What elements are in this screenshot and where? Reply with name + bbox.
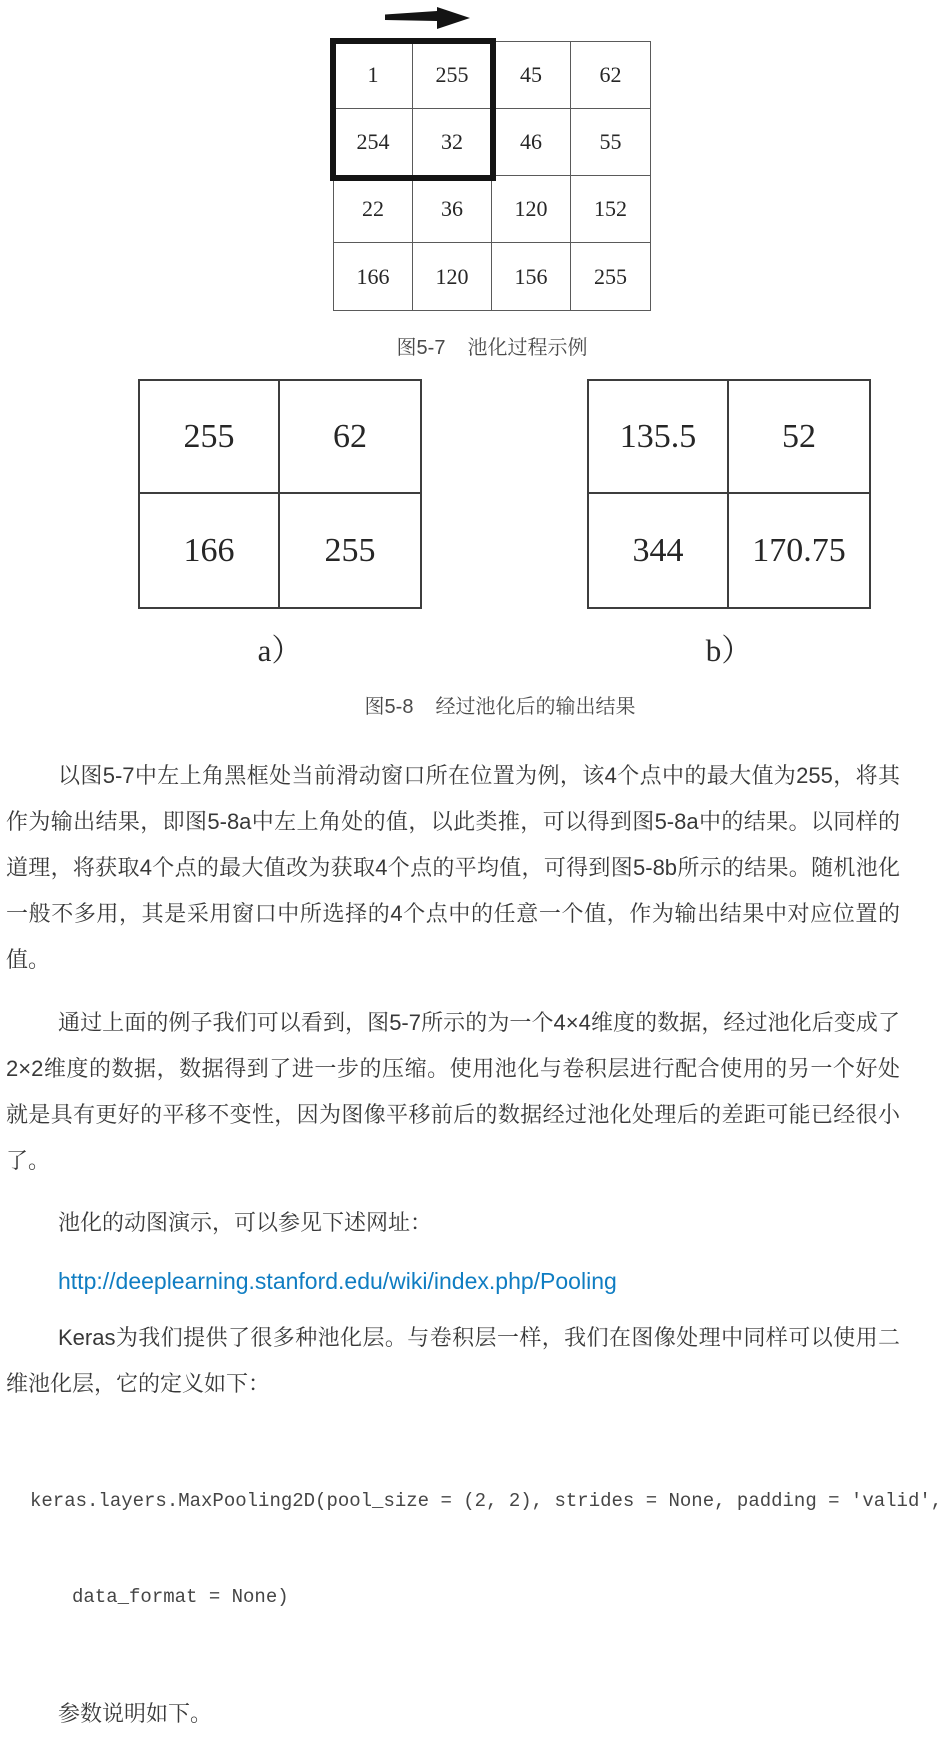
grid-cell: 166 (140, 494, 280, 607)
code-line: keras.layers.MaxPooling2D(pool_size = (2, 2), strides = None, padding = 'valid', (30, 1490, 942, 1512)
grid-cell: 254 (334, 109, 413, 176)
grid-cell: 32 (413, 109, 492, 176)
code-line: data_format = None) (72, 1586, 289, 1608)
grid-cell: 46 (492, 109, 571, 176)
figure-caption-text: 经过池化后的输出结果 (435, 696, 636, 718)
grid-cell: 45 (492, 42, 571, 109)
grid-cell: 36 (413, 176, 492, 243)
grid-cell: 62 (571, 42, 650, 109)
paragraph-keras-intro: Keras为我们提供了很多种池化层。与卷积层一样，我们在图像处理中同样可以使用二维池化层，它的定义如下： (6, 1325, 900, 1396)
keras-maxpooling2d-code (0, 1421, 942, 1677)
grid-cell: 22 (334, 176, 413, 243)
grid-cell: 55 (571, 109, 650, 176)
paragraph-demo-intro: 池化的动图演示，可以参见下述网址： (58, 1210, 433, 1235)
grid-cell: 152 (571, 176, 650, 243)
figure-caption-text: 池化过程示例 (467, 337, 588, 359)
grid-cell: 255 (594, 263, 627, 289)
grid-cell: 135.5 (589, 381, 729, 494)
figure-caption-label: 图5-7 (396, 337, 446, 359)
figure-5-8b-output-grid (587, 379, 871, 609)
grid-cell: 62 (280, 381, 420, 494)
subfigure-label-a: a） (257, 633, 303, 668)
paragraph-pooling-example: 以图5-7中左上角黑框处当前滑动窗口所在位置为例，该4个点中的最大值为255，将其作为输出结果，即图5-8a中左上角处的值，以此类推，可以得到图5-8a中的结果。以同样的道理，将获取4个点的最大值改为获取4个点的平均值，可得到图5-8b所示的结果。随机池化一般不多用，其是采用窗口中所选择的4个点中的任意一个值，作为输出结果中对应位置的值。 (6, 763, 900, 972)
subfigure-label-b: b） (705, 633, 753, 668)
grid-cell: 255 (413, 42, 492, 109)
grid-cell: 255 (140, 381, 280, 494)
pooling-demo-link-line (58, 1268, 906, 1295)
grid-cell: 255 (324, 531, 376, 569)
paragraph-params-intro: 参数说明如下。 (58, 1701, 213, 1726)
figure-5-8-caption (94, 690, 906, 719)
grid-cell: 156 (492, 243, 571, 310)
grid-cell: 120 (413, 243, 492, 310)
figure-caption-label: 图5-8 (364, 696, 414, 718)
paragraph-pooling-benefits: 通过上面的例子我们可以看到，图5-7所示的为一个4×4维度的数据，经过池化后变成了2×2维度的数据，数据得到了进一步的压缩。使用池化与卷积层进行配合使用的另一个好处就是具有更好的平移不变性，因为图像平移前后的数据经过池化处理后的差距可能已经很小了。 (6, 1010, 900, 1173)
grid-cell: 170.75 (752, 531, 846, 569)
grid-cell: 120 (492, 176, 571, 243)
figure-5-8a-output-grid (138, 379, 422, 609)
grid-cell: 1 (334, 42, 413, 109)
pooling-demo-link[interactable]: http://deeplearning.stanford.edu/wiki/index.php/Pooling (58, 1268, 617, 1294)
slide-direction-arrow-icon (385, 6, 906, 30)
grid-cell: 344 (589, 494, 729, 607)
figure-5-7-input-grid (333, 41, 651, 311)
book-page (0, 6, 942, 1726)
figure-5-7-caption (333, 331, 651, 360)
grid-cell: 166 (334, 243, 413, 310)
grid-cell: 52 (729, 381, 869, 494)
